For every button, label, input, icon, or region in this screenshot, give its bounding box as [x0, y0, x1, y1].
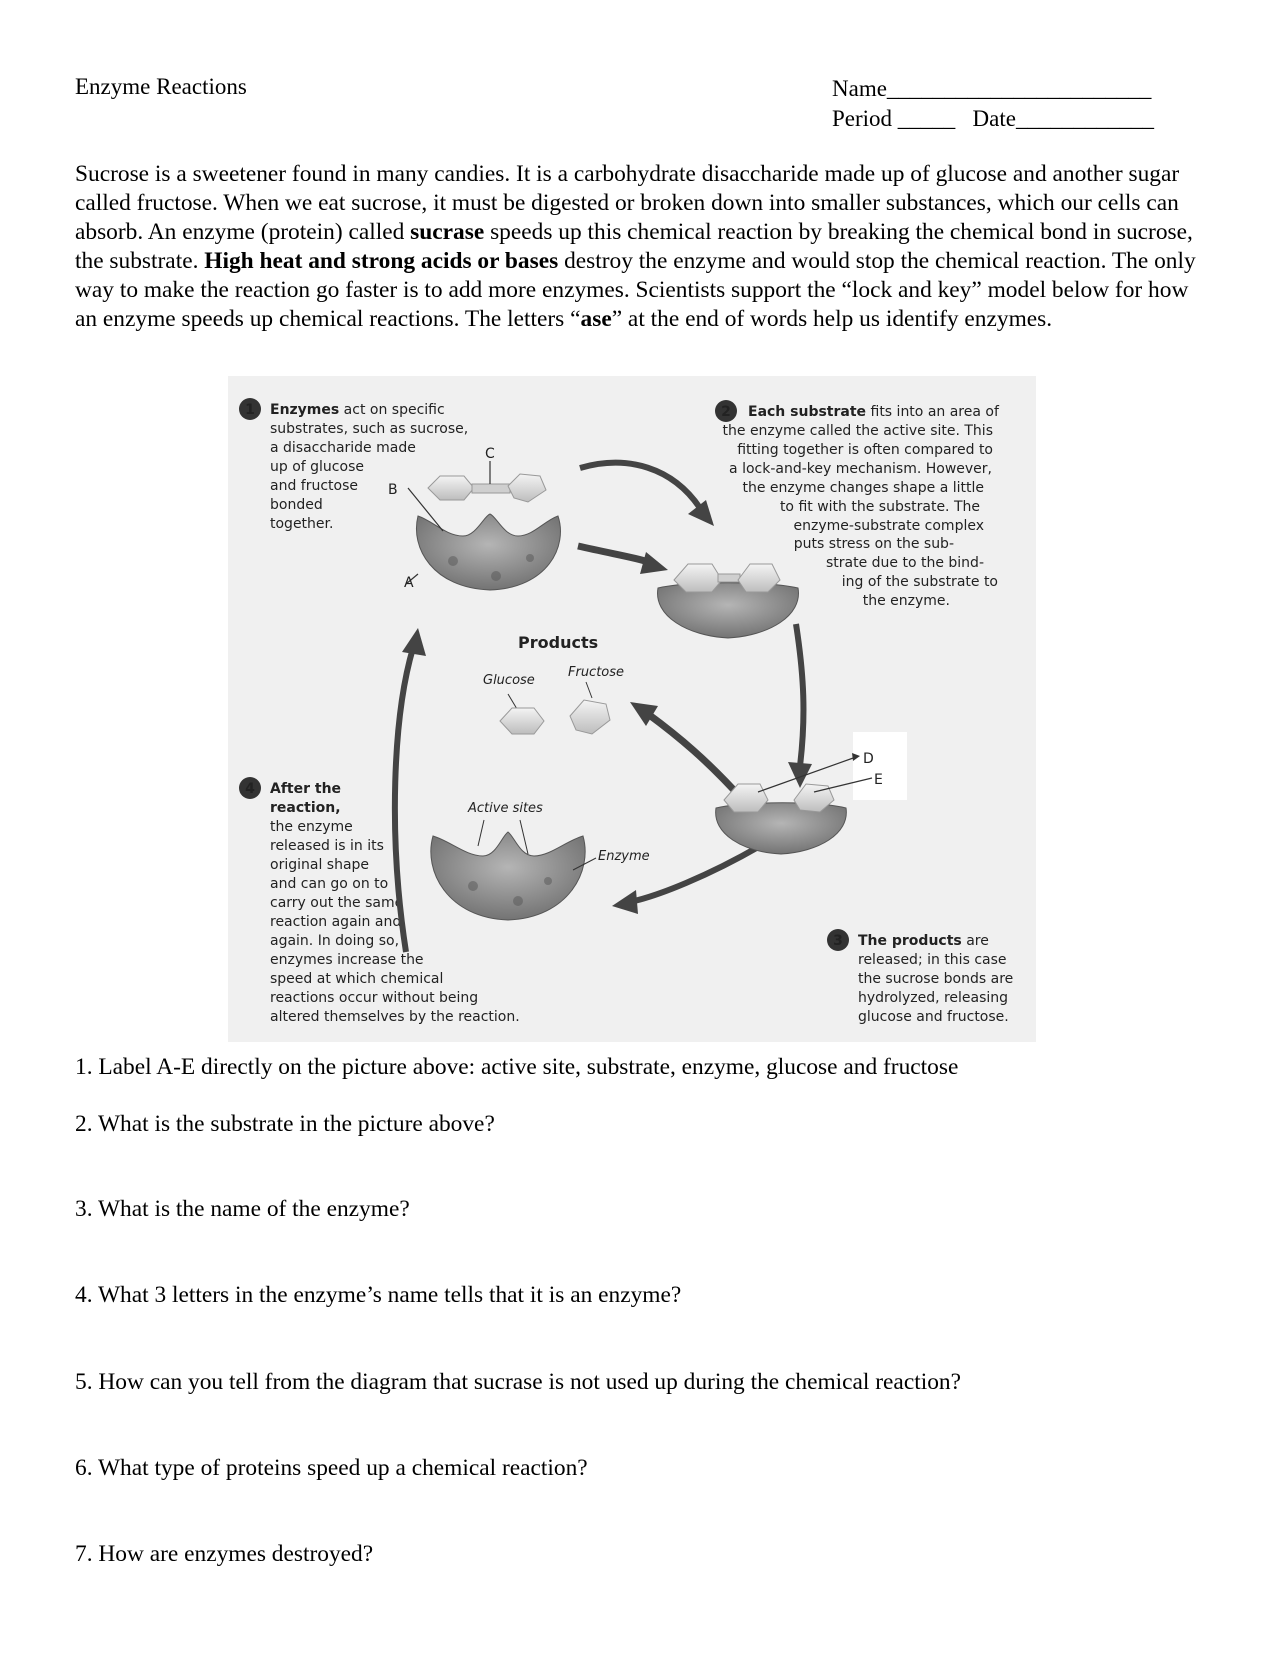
fructose-label: Fructose [568, 665, 625, 680]
step-1-line: together. [270, 516, 334, 532]
question-2: 2. What is the substrate in the picture above? [75, 1111, 495, 1137]
intro-bold-destroyers: High heat and strong acids or bases [204, 247, 559, 274]
period-date-field[interactable]: Period _____ Date____________ [832, 106, 1154, 131]
step-2-line: the enzyme changes shape a little [742, 480, 984, 496]
question-7: 7. How are enzymes destroyed? [75, 1541, 374, 1567]
intro-text: Sucrose is a sweetener found in many candies. It is a carbohydrate disaccharide made up of glucose and another sugar called fructose. When we eat sucrose, it must be digested or broken down into smaller substances, which our cells can absorb. An enzyme (protein) called [75, 161, 1180, 245]
step-2-line: enzyme-substrate complex [793, 518, 984, 534]
step-2-line: a lock-and-key mechanism. However, [729, 461, 992, 477]
step-2-line: the enzyme. [862, 593, 950, 609]
worksheet-title: Enzyme Reactions [75, 74, 247, 99]
question-1: 1. Label A-E directly on the picture above: active site, substrate, enzyme, glucose and fructose [75, 1054, 959, 1080]
step-4-line: reactions occur without being [270, 990, 479, 1006]
step-3-line: hydrolyzed, releasing [858, 990, 1009, 1006]
step-4-line: speed at which chemical [270, 971, 444, 987]
enzyme-texture-dot [544, 877, 552, 885]
intro-text: speeds up this chemical reaction by breaking the chemical bond in sucrose, the substrate. [75, 218, 1193, 274]
step-1-line: substrates, such as sucrose, [270, 421, 469, 437]
step-3-line: the sucrose bonds are [858, 971, 1014, 987]
step-1-line: and fructose [270, 478, 359, 494]
complex-bond [718, 574, 740, 582]
label-letter-c[interactable]: C [485, 446, 495, 462]
enzyme-texture-dot [513, 896, 523, 906]
step-3-number: 3 [833, 933, 843, 949]
label-letter-b[interactable]: B [388, 482, 398, 498]
step-4-number: 4 [245, 781, 255, 797]
enzyme-cycle-diagram [228, 376, 1036, 1042]
step-2-line: ing of the substrate to [841, 574, 998, 590]
step-2-line: fits into an area of [866, 404, 999, 420]
enzyme-texture-dot [448, 556, 458, 566]
step-4-line: reaction again and [270, 914, 402, 930]
glycosidic-bond [472, 484, 510, 493]
step-4-line: released is in its [270, 838, 384, 854]
student-info-block [832, 74, 1154, 134]
letter-label-box [853, 732, 907, 800]
step-4-line: original shape [270, 857, 370, 873]
active-sites-label: Active sites [468, 801, 543, 816]
question-3: 3. What is the name of the enzyme? [75, 1196, 410, 1222]
step-2-number: 2 [721, 404, 731, 420]
step-1-line: bonded [270, 497, 323, 513]
step-2-line: puts stress on the sub- [793, 536, 954, 552]
intro-bold-sucrase: sucrase [410, 218, 485, 245]
label-letter-a[interactable]: A [404, 575, 414, 591]
step-4-line: altered themselves by the reaction. [270, 1009, 520, 1025]
label-letter-d[interactable]: D [863, 751, 874, 767]
step-3-line: released; in this case [858, 952, 1007, 968]
name-field[interactable]: Name_______________________ [832, 76, 1152, 101]
step-2-line: strate due to the bind- [825, 555, 984, 571]
intro-bold-ase: ase [580, 305, 612, 332]
step-2-heading: Each substrate [748, 404, 867, 420]
step-3-line: glucose and fructose. [858, 1009, 1009, 1025]
step-3-heading: The products [858, 933, 962, 949]
step-2-line: fitting together is often compared to [737, 442, 993, 458]
enzyme-texture-dot [468, 881, 478, 891]
step-4-line: again. In doing so, [270, 933, 400, 949]
question-6: 6. What type of proteins speed up a chemical reaction? [75, 1455, 588, 1481]
step-1-line: up of glucose [270, 459, 364, 475]
intro-paragraph [75, 160, 1215, 333]
step-2-line: the enzyme called the active site. This [722, 423, 993, 439]
enzyme-label: Enzyme [598, 849, 650, 864]
question-4: 4. What 3 letters in the enzyme’s name tells that it is an enzyme? [75, 1282, 682, 1308]
step-4-line: the enzyme [270, 819, 353, 835]
step-1-line: act on specific [339, 402, 445, 418]
step-1-heading: Enzymes [270, 402, 340, 418]
enzyme-texture-dot [526, 554, 534, 562]
step-4-line: enzymes increase the [270, 952, 424, 968]
label-letter-e[interactable]: E [874, 772, 883, 788]
step-4-heading: reaction, [270, 800, 341, 816]
step-4-line: carry out the same [270, 895, 404, 911]
step-3-line: are [961, 933, 989, 949]
step-2-line: to fit with the substrate. The [779, 499, 980, 515]
glucose-label: Glucose [483, 673, 535, 688]
intro-text: destroy the enzyme and would stop the chemical reaction. The only way to make the reaction go faster is to add more enzymes. Scientists support the “lock and key” model below for how an enzyme speeds up chemical reactions. The letters “ [75, 247, 1196, 332]
question-5: 5. How can you tell from the diagram that sucrase is not used up during the chemical reaction? [75, 1369, 961, 1395]
step-4-line: and can go on to [270, 876, 389, 892]
intro-text: ” at the end of words help us identify enzymes. [611, 305, 1053, 332]
svg-text:Each substrate fits into an ar [748, 404, 1000, 420]
enzyme-texture-dot [491, 571, 501, 581]
step-4-heading: After the [270, 781, 342, 797]
products-label: Products [518, 633, 599, 652]
step-1-line: a disaccharide made [270, 440, 416, 456]
step-1-number: 1 [245, 402, 255, 418]
